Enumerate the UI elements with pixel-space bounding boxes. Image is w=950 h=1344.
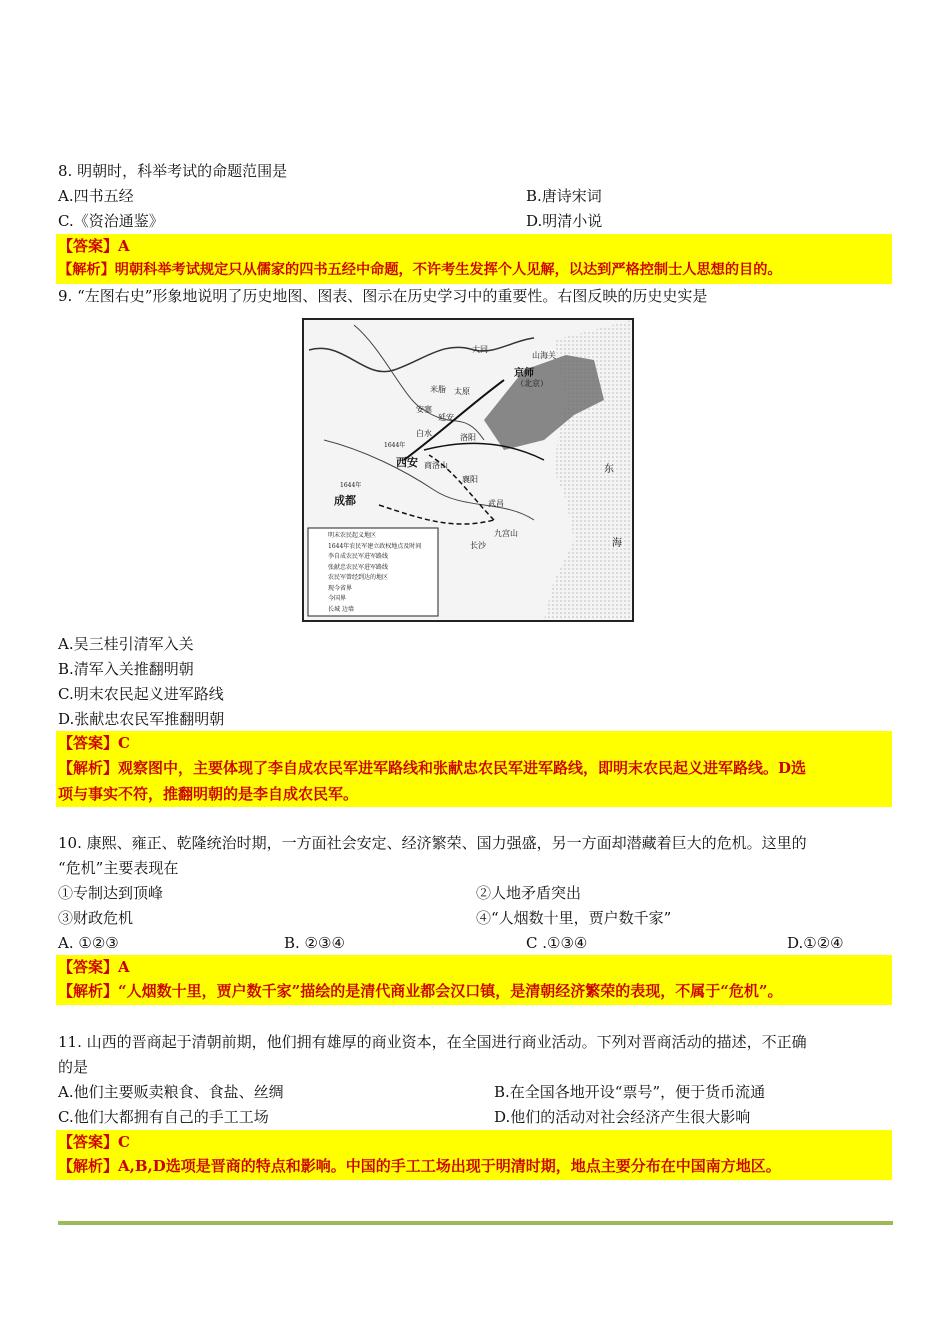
q9-option-a: A.吴三桂引清军入关 [58,635,194,653]
map-label: 西安 [396,456,418,469]
q8-analysis: 【解析】明朝科举考试规定只从儒家的四书五经中命题，不许考生发挥个人见解，以达到严格控制士人思想的目的。 [56,258,892,284]
q10-answer: 【答案】A [56,955,892,979]
q11-analysis: 【解析】A,B,D选项是晋商的特点和影响。中国的手工工场出现于明清时期，地点主要分布在中国南方地区。 [56,1154,892,1180]
map-label: 东 [604,464,614,475]
q9-option-d: D.张献忠农民军推翻明朝 [58,710,225,728]
q8-option-d: D.明清小说 [526,212,603,230]
legend-item: 明末农民起义地区 [328,532,377,539]
q11-stem: 的是 [58,1058,89,1076]
q8-option-c: C.《资治通鉴》 [58,212,164,230]
q11-stem: 11. 山西的晋商起于清朝前期，他们拥有雄厚的商业资本，在全国进行商业活动。下列对晋商活动的描述，不正确 [58,1033,807,1051]
q11-option-a: A.他们主要贩卖粮食、食盐、丝绸 [58,1083,284,1101]
q10-statement: ③财政危机 [58,909,134,927]
legend-item: 农民军曾经到达的地区 [328,574,389,581]
map-legend [328,531,421,615]
q9-analysis-line: 项与事实不符，推翻明朝的是李自成农民军。 [58,785,359,803]
map-label: 武昌 [488,499,504,508]
q8-stem: 8. 明朝时，科举考试的命题范围是 [58,162,288,180]
q10-option-a: A. ①②③ [58,934,119,952]
map-label: 成都 [334,494,356,507]
q9-stem: 9. “左图右史”形象地说明了历史地图、图表、图示在历史学习中的重要性。右图反映的历史史实是 [58,287,708,305]
q10-stem: “危机”主要表现在 [58,859,179,877]
legend-item: 现今省界 [328,584,353,592]
map-label: 1644年 [340,482,362,489]
q9-analysis [56,755,892,807]
q11-option-d: D.他们的活动对社会经济产生很大影响 [494,1108,751,1126]
map-label: 京师 [514,368,534,379]
map-label: 海 [612,538,622,549]
map-label: 安塞 [416,405,432,414]
q9-option-c: C.明末农民起义进军路线 [58,685,224,703]
map-label: 洛阳 [460,433,476,442]
q10-statement: ②人地矛盾突出 [476,884,582,902]
map-label: 襄阳 [462,475,478,484]
q10-statement: ①专制达到顶峰 [58,884,164,902]
q10-stem: 10. 康熙、雍正、乾隆统治时期，一方面社会安定、经济繁荣、国力强盛，另一方面却潜藏着巨大的危机。这里的 [58,834,807,852]
q11-answer: 【答案】C [56,1130,892,1154]
q10-option-b: B. ②③④ [284,934,345,952]
q10-option-d: D.①②④ [787,934,844,952]
q10-option-c: C .①③④ [526,934,588,952]
map-label: 米脂 [430,385,446,394]
q8-option-b: B.唐诗宋词 [526,187,602,205]
q9-option-b: B.清军入关推翻明朝 [58,660,194,678]
legend-item: 张献忠农民军进军路线 [328,563,389,571]
q10-analysis: 【解析】“人烟数十里，贾户数千家”描绘的是清代商业都会汉口镇，是清朝经济繁荣的表现，不属于“危机”。 [56,979,892,1005]
map-label: （北京） [516,379,548,388]
map-label: 山海关 [532,351,556,360]
map-label: 太原 [454,387,470,396]
legend-item: 长城 边墙 [328,605,354,613]
map-label: 九宫山 [494,529,518,538]
map-label: 长沙 [470,541,486,550]
q10-statement: ④“人烟数十里，贾户数千家” [476,909,672,927]
legend-item: 1644年农民军建立政权地点及时间 [328,542,422,550]
q8-option-a: A.四书五经 [58,187,134,205]
legend-item: 今国界 [328,595,347,602]
map-label: 商洛山 [424,461,448,470]
q11-option-c: C.他们大都拥有自己的手工工场 [58,1108,269,1126]
q8-answer: 【答案】A [56,234,892,258]
map-label: 延安 [438,413,454,422]
q9-analysis-line: 【解析】观察图中，主要体现了李自成农民军进军路线和张献忠农民军进军路线，即明末农民起义进军路线。D选 [58,759,807,777]
map-label: 1644年 [384,442,406,449]
footer-divider [58,1221,893,1225]
map-label: 大同 [472,345,488,354]
legend-item: 李自成农民军进军路线 [328,553,389,560]
history-map [302,318,634,622]
map-label: 白水 [416,429,432,438]
q11-option-b: B.在全国各地开设“票号”，便于货币流通 [494,1083,766,1101]
q9-answer: 【答案】C [56,731,892,755]
